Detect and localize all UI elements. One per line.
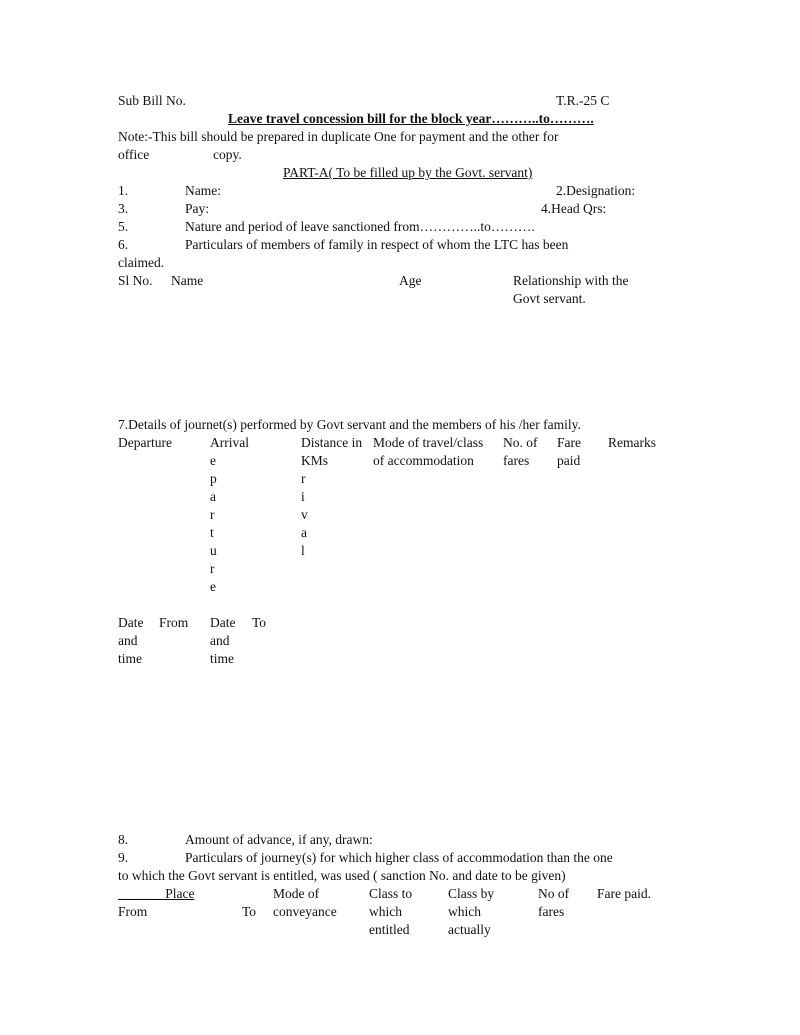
journey-col-departure: Departure [118,435,172,450]
journey-col-paid: paid [557,453,581,468]
journey-col-arrival: Arrival [210,435,249,450]
journey-col-mode-1: Mode of travel/class [373,435,484,450]
hc-col-class-entitled-1: Class to [369,886,413,901]
item-5-number: 5. [118,219,129,234]
vertical-letter: u [210,543,217,558]
journey-col-remarks: Remarks [608,435,656,450]
vertical-letter: t [210,525,214,540]
item-3-pay-label: Pay: [185,201,210,216]
part-a-heading: PART-A( To be filled up by the Govt. servant) [283,165,533,180]
vertical-letter: p [210,471,217,486]
item-9-higher-class: Particulars of journey(s) for which higher class of accommodation than the one [185,850,613,865]
hc-col-from: From [118,904,148,919]
note-line-2-office: office [118,147,150,162]
dep-from-label: From [159,615,189,630]
hc-col-class-actual-3: actually [448,922,491,937]
family-col-sl-no: Sl No. [118,273,153,288]
vertical-letter: v [301,507,308,522]
hc-col-mode-1: Mode of [273,886,320,901]
note-line-2-copy: copy. [213,147,242,162]
family-col-relationship-1: Relationship with the [513,273,629,288]
vertical-letter: l [301,543,305,558]
journey-col-fares: fares [503,453,530,468]
arr-to-label: To [252,615,267,630]
dep-date-label: Date [118,615,144,630]
vertical-departure-letters [210,452,217,596]
journey-col-distance: Distance in [301,435,363,450]
item-9-number: 9. [118,850,129,865]
arr-and-label: and [210,633,230,648]
hc-col-class-entitled-3: entitled [369,922,410,937]
hc-col-place: _______Place [118,886,195,901]
hc-col-no-of: No of [538,886,570,901]
item-3-number: 3. [118,201,129,216]
vertical-letter: a [301,525,307,540]
item-4-head-qrs-label: 4.Head Qrs: [541,201,607,216]
arr-date-label: Date [210,615,236,630]
item-6-number: 6. [118,237,129,252]
journey-heading: 7.Details of journet(s) performed by Govt servant and the members of his /her family. [118,417,581,432]
family-col-relationship-2: Govt servant. [513,291,586,306]
item-1-name-label: Name: [185,183,221,198]
vertical-letter: i [301,489,305,504]
journey-col-kms: KMs [301,453,329,468]
dep-and-label: and [118,633,138,648]
item-8-advance: Amount of advance, if any, drawn: [185,832,373,847]
hc-col-fare-paid: Fare paid. [597,886,651,901]
item-6-continuation: claimed. [118,255,165,270]
vertical-arrival-letters [301,470,308,560]
hc-col-fares: fares [538,904,565,919]
hc-col-class-entitled-2: which [369,904,402,919]
hc-col-class-actual-1: Class by [448,886,495,901]
form-code: T.R.-25 C [556,93,610,108]
journey-col-mode-2: of accommodation [373,453,474,468]
vertical-letter: r [210,507,215,522]
item-9-continuation: to which the Govt servant is entitled, was used ( sanction No. and date to be given) [118,868,566,883]
journey-col-no-of: No. of [503,435,538,450]
vertical-letter: r [301,471,306,486]
family-col-age: Age [399,273,422,288]
hc-col-to: To [242,904,257,919]
vertical-letter: e [210,453,216,468]
vertical-letter: a [210,489,216,504]
item-8-number: 8. [118,832,129,847]
item-5-leave-period: Nature and period of leave sanctioned from…………..to………. [185,219,535,234]
item-6-family-particulars: Particulars of members of family in respect of whom the LTC has been [185,237,569,252]
bill-title: Leave travel concession bill for the block year………..to………. [228,111,594,126]
note-line-1: Note:-This bill should be prepared in duplicate One for payment and the other for [118,129,559,144]
item-1-number: 1. [118,183,129,198]
sub-bill-label: Sub Bill No. [118,93,186,108]
journey-col-fare: Fare [557,435,581,450]
item-2-designation-label: 2.Designation: [556,183,636,198]
family-col-name: Name [171,273,204,288]
dep-time-label: time [118,651,142,666]
vertical-letter: r [210,561,215,576]
arr-time-label: time [210,651,234,666]
hc-col-class-actual-2: which [448,904,481,919]
vertical-letter: e [210,579,216,594]
hc-col-mode-2: conveyance [273,904,337,919]
